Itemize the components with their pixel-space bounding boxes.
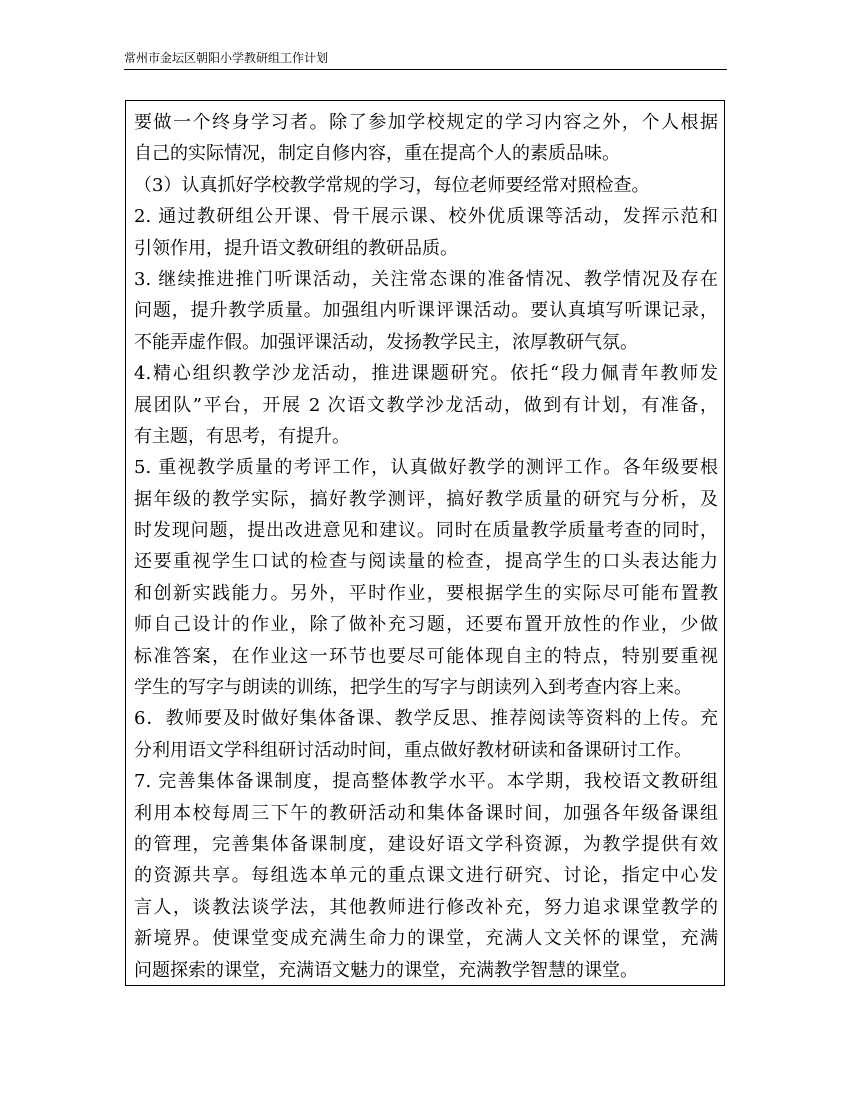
body-line: 有主题，有思考，有提升。 [134, 425, 350, 447]
body-line: 新境界。使课堂变成充满生命力的课堂，充满人文关怀的课堂，充满 [134, 928, 718, 950]
page-header [124, 50, 727, 70]
header-title: 常州市金坛区朝阳小学教研组工作计划 [124, 51, 329, 65]
body-line: 要做一个终身学习者。除了参加学校规定的学习内容之外，个人根据 [134, 112, 718, 133]
body-line: 利用本校每周三下午的教研活动和集体备课时间，加强各年级备课组 [134, 802, 718, 824]
content-box [125, 100, 725, 986]
body-line: 引领作用，提升语文教研组的教研品质。 [134, 237, 458, 259]
body-text [134, 107, 718, 986]
body-line: 3. 继续推进推门听课活动，关注常态课的准备情况、教学情况及存在 [134, 268, 718, 290]
body-line: 的资源共享。每组选本单元的重点课文进行研究、讨论，指定中心发 [134, 865, 718, 887]
body-line: 5. 重视教学质量的考评工作，认真做好教学的测评工作。各年级要根 [134, 457, 718, 479]
body-line: 6．教师要及时做好集体备课、教学反思、推荐阅读等资料的上传。充 [134, 708, 718, 730]
body-line: 7. 完善集体备课制度，提高整体教学水平。本学期，我校语文教研组 [134, 771, 718, 793]
body-line: 时发现问题，提出改进意见和建议。同时在质量教学质量考查的同时， [134, 520, 718, 542]
body-line: 师自己设计的作业，除了做补充习题，还要布置开放性的作业，少做 [134, 614, 718, 636]
body-line: 和创新实践能力。另外，平时作业，要根据学生的实际尽可能布置教 [134, 582, 718, 604]
body-line: 标准答案，在作业这一环节也要尽可能体现自主的特点，特别要重视 [134, 645, 718, 667]
body-line: 的管理，完善集体备课制度，建设好语文学科资源，为教学提供有效 [134, 833, 718, 855]
body-line: 自己的实际情况，制定自修内容，重在提高个人的素质品味。 [134, 143, 620, 165]
body-line: 4.精心组织教学沙龙活动，推进课题研究。依托“段力佩青年教师发 [134, 363, 718, 385]
body-line: 据年级的教学实际，搞好教学测评，搞好教学质量的研究与分析，及 [134, 488, 718, 510]
body-line: 不能弄虚作假。加强评课活动，发扬教学民主，浓厚教研气氛。 [134, 331, 638, 353]
body-line: 问题探索的课堂，充满语文魅力的课堂，充满教学智慧的课堂。 [134, 959, 638, 981]
body-line: 2. 通过教研组公开课、骨干展示课、校外优质课等活动，发挥示范和 [134, 206, 718, 228]
body-line: （3）认真抓好学校教学常规的学习，每位老师要经常对照检查。 [134, 174, 650, 196]
body-line: 还要重视学生口试的检查与阅读量的检查，提高学生的口头表达能力 [134, 551, 718, 573]
body-line: 问题，提升教学质量。加强组内听课评课活动。要认真填写听课记录， [134, 300, 718, 322]
body-line: 分利用语文学科组研讨活动时间，重点做好教材研读和备课研讨工作。 [134, 739, 692, 761]
body-line: 言人，谈教法谈学法，其他教师进行修改补充，努力追求课堂教学的 [134, 896, 718, 918]
body-line: 学生的写字与朗读的训练，把学生的写字与朗读列入到考查内容上来。 [134, 677, 692, 699]
body-line: 展团队”平台，开展 2 次语文教学沙龙活动，做到有计划，有准备， [134, 394, 718, 416]
